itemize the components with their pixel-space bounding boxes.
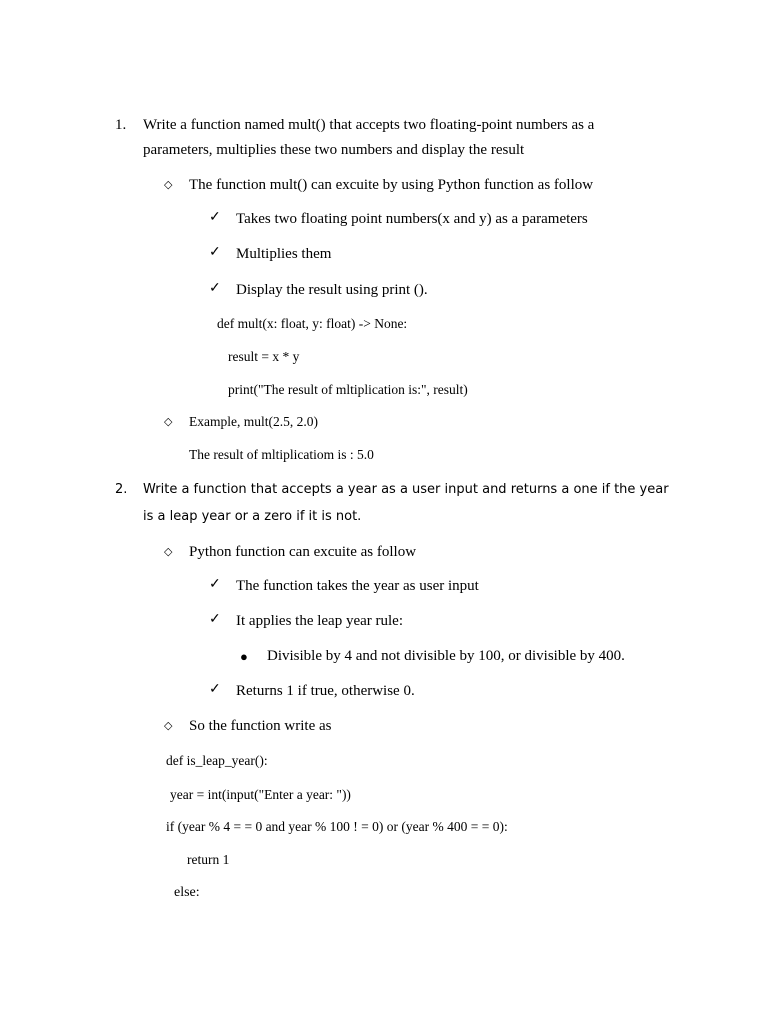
check-mark-icon: ✓ [209,612,221,627]
filled-circle-bullet-icon: ● [240,649,248,664]
q2-check-1: The function takes the year as user input [236,578,479,594]
diamond-bullet-icon: ◇ [164,416,173,428]
q2-sub-bullet: Divisible by 4 and not divisible by 100, or divisible by 400. [267,648,625,664]
q1-check-2: Multiplies them [236,246,332,262]
q1-number: 1. [115,117,127,133]
diamond-bullet-icon: ◇ [164,720,173,732]
q1-text-line1: Write a function named mult() that accepts two floating-point numbers as a [143,117,595,133]
q1-code-line1: def mult(x: float, y: float) -> None: [217,316,408,331]
q2-number: 2. [115,482,128,497]
q1-text-line2: parameters, multiplies these two numbers and display the result [143,142,525,158]
q1-example-label: Example, mult(2.5, 2.0) [189,414,318,429]
q1-bullet-intro: The function mult() can excuite by using Python function as follow [189,177,594,193]
q2-code-line5: else: [174,885,200,900]
q1-code-line3: print("The result of mltiplication is:", result) [228,382,468,397]
diamond-bullet-icon: ◇ [164,179,173,191]
check-mark-icon: ✓ [209,281,221,296]
q2-code-line2: year = int(input("Enter a year: ")) [170,787,351,802]
q2-code-line3: if (year % 4 = = 0 and year % 100 ! = 0) or (year % 400 = = 0): [166,819,508,834]
q2-text-line1: Write a function that accepts a year as a user input and returns a one if the year [143,482,669,497]
check-mark-icon: ✓ [209,682,221,697]
check-mark-icon: ✓ [209,577,221,592]
q2-check-2: It applies the leap year rule: [236,613,404,629]
q1-code-line2: result = x * y [228,349,300,364]
check-mark-icon: ✓ [209,245,221,260]
q2-bullet-intro: Python function can excuite as follow [189,544,417,560]
q1-check-1: Takes two floating point numbers(x and y) as a parameters [236,211,588,227]
q1-check-3: Display the result using print (). [236,282,428,298]
check-mark-icon: ✓ [209,210,221,225]
diamond-bullet-icon: ◇ [164,546,173,558]
q2-code-line1: def is_leap_year(): [166,753,268,768]
q2-bullet-write: So the function write as [189,718,332,734]
q2-code-line4: return 1 [187,852,230,867]
q2-check-last: Returns 1 if true, otherwise 0. [236,683,415,699]
q1-example-output: The result of mltiplicatiom is : 5.0 [189,447,374,462]
q2-text-line2: is a leap year or a zero if it is not. [143,509,362,524]
